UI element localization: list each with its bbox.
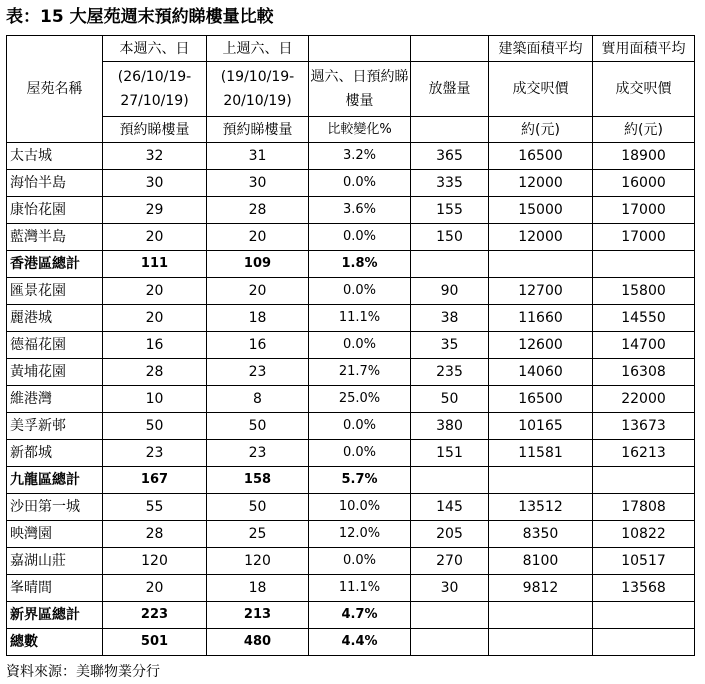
saleable-unit-price: 18900: [593, 143, 695, 170]
this-week-viewings: 20: [103, 224, 207, 251]
gross-unit-price: 16500: [489, 143, 593, 170]
estate-name: 美孚新邨: [7, 413, 103, 440]
last-week-viewings: 50: [207, 494, 309, 521]
listing-count: 35: [411, 332, 489, 359]
estate-name: 映灣園: [7, 521, 103, 548]
listing-count: 151: [411, 440, 489, 467]
this-week-viewings: 32: [103, 143, 207, 170]
estate-name: 嘉湖山莊: [7, 548, 103, 575]
saleable-unit-price: 16000: [593, 170, 695, 197]
last-week-viewings: 18: [207, 305, 309, 332]
header-sub-this: 預約睇樓量: [103, 117, 207, 143]
gross-unit-price: 9812: [489, 575, 593, 602]
last-week-viewings: 20: [207, 278, 309, 305]
saleable-unit-price: 14550: [593, 305, 695, 332]
table-row: [7, 629, 695, 656]
saleable-unit-price: 13568: [593, 575, 695, 602]
gross-unit-price: 15000: [489, 197, 593, 224]
viewing-comparison-table: [6, 35, 695, 656]
viewing-change: 11.1%: [309, 575, 411, 602]
this-week-viewings: 28: [103, 521, 207, 548]
header-this-week: 本週六、日: [103, 36, 207, 62]
this-week-viewings: 29: [103, 197, 207, 224]
saleable-unit-price: [593, 251, 695, 278]
header-sub-change: 比較變化%: [309, 117, 411, 143]
last-week-viewings: 213: [207, 602, 309, 629]
listing-count: 145: [411, 494, 489, 521]
estate-name: 總數: [7, 629, 103, 656]
header-change: 週六、日預約睇樓量: [309, 62, 411, 117]
listing-count: 150: [411, 224, 489, 251]
this-week-viewings: 20: [103, 575, 207, 602]
saleable-unit-price: 17000: [593, 197, 695, 224]
listing-count: 235: [411, 359, 489, 386]
last-week-viewings: 31: [207, 143, 309, 170]
listing-count: [411, 602, 489, 629]
saleable-unit-price: [593, 602, 695, 629]
saleable-unit-price: 10517: [593, 548, 695, 575]
header-sub-saleable: 約(元): [593, 117, 695, 143]
this-week-viewings: 16: [103, 332, 207, 359]
last-week-viewings: 109: [207, 251, 309, 278]
last-week-viewings: 18: [207, 575, 309, 602]
gross-unit-price: 11581: [489, 440, 593, 467]
estate-name: 麗港城: [7, 305, 103, 332]
listing-count: 380: [411, 413, 489, 440]
last-week-viewings: 25: [207, 521, 309, 548]
estate-name: 沙田第一城: [7, 494, 103, 521]
viewing-change: 0.0%: [309, 224, 411, 251]
listing-count: 155: [411, 197, 489, 224]
estate-name: 新界區總計: [7, 602, 103, 629]
this-week-viewings: 20: [103, 305, 207, 332]
listing-count: 50: [411, 386, 489, 413]
estate-name: 太古城: [7, 143, 103, 170]
saleable-unit-price: 16308: [593, 359, 695, 386]
listing-count: 335: [411, 170, 489, 197]
header-sub-gross: 約(元): [489, 117, 593, 143]
gross-unit-price: 8350: [489, 521, 593, 548]
table-row: [7, 467, 695, 494]
estate-name: 九龍區總計: [7, 467, 103, 494]
last-week-viewings: 23: [207, 440, 309, 467]
listing-count: 90: [411, 278, 489, 305]
header-row: [7, 117, 695, 143]
table-row: [7, 170, 695, 197]
viewing-change: 0.0%: [309, 440, 411, 467]
saleable-unit-price: 22000: [593, 386, 695, 413]
gross-unit-price: 11660: [489, 305, 593, 332]
header-estate: 屋苑名稱: [7, 36, 103, 143]
listing-count: [411, 251, 489, 278]
source-note: 資料來源：美聯物業分行: [6, 664, 160, 680]
viewing-change: 12.0%: [309, 521, 411, 548]
saleable-unit-price: [593, 467, 695, 494]
table-row: [7, 548, 695, 575]
header-listings-top: [411, 36, 489, 62]
last-week-viewings: 50: [207, 413, 309, 440]
header-row: [7, 62, 695, 117]
table-row: [7, 143, 695, 170]
saleable-unit-price: 17808: [593, 494, 695, 521]
viewing-change: 25.0%: [309, 386, 411, 413]
viewing-change: 21.7%: [309, 359, 411, 386]
this-week-viewings: 10: [103, 386, 207, 413]
last-week-viewings: 30: [207, 170, 309, 197]
gross-unit-price: 12000: [489, 224, 593, 251]
table-row: [7, 359, 695, 386]
table-row: [7, 305, 695, 332]
estate-name: 康怡花園: [7, 197, 103, 224]
table-row: [7, 440, 695, 467]
gross-unit-price: 14060: [489, 359, 593, 386]
this-week-viewings: 50: [103, 413, 207, 440]
estate-name: 峯晴間: [7, 575, 103, 602]
listing-count: [411, 467, 489, 494]
viewing-change: 0.0%: [309, 332, 411, 359]
last-week-viewings: 28: [207, 197, 309, 224]
estate-name: 黃埔花園: [7, 359, 103, 386]
viewing-change: 4.7%: [309, 602, 411, 629]
gross-unit-price: 12700: [489, 278, 593, 305]
table-row: [7, 602, 695, 629]
last-week-viewings: 480: [207, 629, 309, 656]
this-week-viewings: 28: [103, 359, 207, 386]
listing-count: 30: [411, 575, 489, 602]
viewing-change: 3.6%: [309, 197, 411, 224]
table-row: [7, 251, 695, 278]
this-week-viewings: 223: [103, 602, 207, 629]
viewing-change: 10.0%: [309, 494, 411, 521]
gross-unit-price: 10165: [489, 413, 593, 440]
gross-unit-price: [489, 602, 593, 629]
this-week-viewings: 501: [103, 629, 207, 656]
table-row: [7, 413, 695, 440]
last-week-viewings: 8: [207, 386, 309, 413]
gross-unit-price: 12600: [489, 332, 593, 359]
last-week-viewings: 23: [207, 359, 309, 386]
header-listings: 放盤量: [411, 62, 489, 117]
header-unit-price-saleable: 成交呎價: [593, 62, 695, 117]
gross-unit-price: 12000: [489, 170, 593, 197]
viewing-change: 0.0%: [309, 413, 411, 440]
this-week-viewings: 167: [103, 467, 207, 494]
header-listings-bottom: [411, 117, 489, 143]
table-row: [7, 332, 695, 359]
header-change-top: [309, 36, 411, 62]
this-week-viewings: 30: [103, 170, 207, 197]
header-gross-avg: 建築面積平均: [489, 36, 593, 62]
estate-name: 藍灣半島: [7, 224, 103, 251]
saleable-unit-price: 14700: [593, 332, 695, 359]
gross-unit-price: 16500: [489, 386, 593, 413]
last-week-viewings: 158: [207, 467, 309, 494]
table-row: [7, 278, 695, 305]
saleable-unit-price: [593, 629, 695, 656]
table-title: 表：15 大屋苑週末預約睇樓量比較: [6, 7, 274, 27]
header-sub-last: 預約睇樓量: [207, 117, 309, 143]
gross-unit-price: [489, 629, 593, 656]
last-week-viewings: 120: [207, 548, 309, 575]
estate-name: 維港灣: [7, 386, 103, 413]
table-row: [7, 521, 695, 548]
saleable-unit-price: 13673: [593, 413, 695, 440]
viewing-change: 0.0%: [309, 548, 411, 575]
header-saleable-avg: 實用面積平均: [593, 36, 695, 62]
viewing-change: 0.0%: [309, 278, 411, 305]
listing-count: 270: [411, 548, 489, 575]
gross-unit-price: [489, 467, 593, 494]
header-unit-price-gross: 成交呎價: [489, 62, 593, 117]
this-week-viewings: 120: [103, 548, 207, 575]
last-week-viewings: 16: [207, 332, 309, 359]
estate-name: 香港區總計: [7, 251, 103, 278]
estate-name: 新都城: [7, 440, 103, 467]
table-row: [7, 575, 695, 602]
saleable-unit-price: 15800: [593, 278, 695, 305]
viewing-change: 3.2%: [309, 143, 411, 170]
table-row: [7, 386, 695, 413]
viewing-change: 11.1%: [309, 305, 411, 332]
header-last-week-dates: (19/10/19-20/10/19): [207, 62, 309, 117]
viewing-change: 4.4%: [309, 629, 411, 656]
this-week-viewings: 20: [103, 278, 207, 305]
gross-unit-price: 13512: [489, 494, 593, 521]
this-week-viewings: 55: [103, 494, 207, 521]
saleable-unit-price: 17000: [593, 224, 695, 251]
saleable-unit-price: 16213: [593, 440, 695, 467]
table-row: [7, 224, 695, 251]
viewing-change: 1.8%: [309, 251, 411, 278]
header-row: [7, 36, 695, 62]
header-last-week: 上週六、日: [207, 36, 309, 62]
this-week-viewings: 111: [103, 251, 207, 278]
listing-count: 38: [411, 305, 489, 332]
listing-count: 365: [411, 143, 489, 170]
gross-unit-price: [489, 251, 593, 278]
viewing-change: 5.7%: [309, 467, 411, 494]
last-week-viewings: 20: [207, 224, 309, 251]
estate-name: 德福花園: [7, 332, 103, 359]
estate-name: 海怡半島: [7, 170, 103, 197]
estate-name: 匯景花園: [7, 278, 103, 305]
listing-count: 205: [411, 521, 489, 548]
viewing-change: 0.0%: [309, 170, 411, 197]
table-row: [7, 197, 695, 224]
this-week-viewings: 23: [103, 440, 207, 467]
saleable-unit-price: 10822: [593, 521, 695, 548]
gross-unit-price: 8100: [489, 548, 593, 575]
listing-count: [411, 629, 489, 656]
header-this-week-dates: (26/10/19-27/10/19): [103, 62, 207, 117]
table-row: [7, 494, 695, 521]
